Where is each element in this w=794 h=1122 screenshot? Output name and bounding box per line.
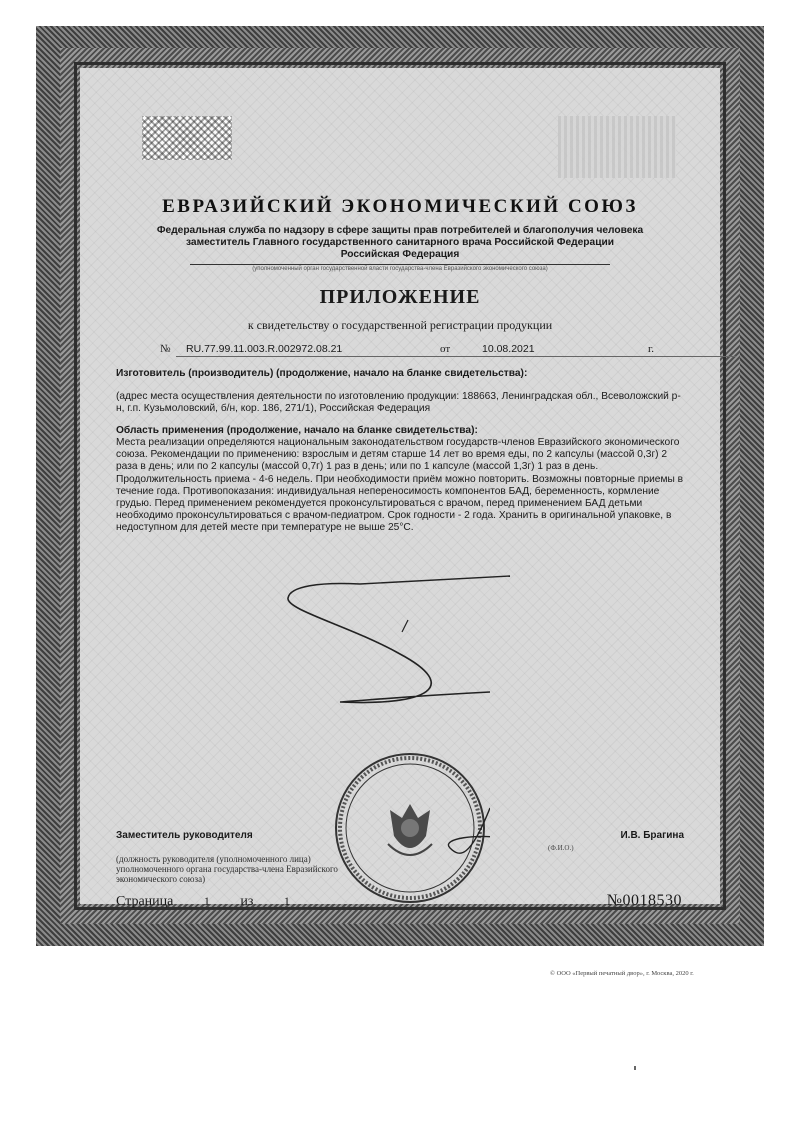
- page-label: Страница: [116, 894, 174, 909]
- name-caption: (Ф.И.О.): [548, 844, 574, 852]
- number-underline: [176, 356, 736, 357]
- agency-name: [120, 225, 680, 261]
- scan-speck: [634, 1066, 636, 1070]
- printer-credit: © ООО «Первый печатный двор», г. Москва, 2020 г.: [550, 970, 694, 977]
- registration-date: 10.08.2021: [482, 343, 535, 355]
- signatory-position: Заместитель руководителя: [116, 830, 253, 841]
- agency-line-1: Федеральная служба по надзору в сфере защиты прав потребителей и благополучия человека: [156, 225, 644, 236]
- appendix-title: ПРИЛОЖЕНИЕ: [319, 286, 481, 308]
- agency-line-2: заместитель Главного государственного санитарного врача Российской Федерации: [186, 237, 614, 248]
- official-seal-icon: [330, 748, 490, 908]
- date-label: от: [440, 343, 451, 355]
- registration-number: RU.77.99.11.003.R.002972.08.21: [186, 343, 343, 355]
- year-suffix: г.: [648, 343, 655, 355]
- serial-number: №0018530: [606, 892, 682, 909]
- page-total: 1: [257, 894, 317, 910]
- agency-caption: (уполномоченный орган государственной власти государства-члена Евразийского экономического союза): [190, 264, 610, 272]
- manufacturer-body: (адрес места осуществления деятельности по изготовлению продукции: 188663, Ленинградская обл., Всеволожский р-н, г.п. Кузьмоловский, б/н, кор. 186, 271/1), Российская Федерация: [116, 391, 681, 415]
- manufacturer-heading: Изготовитель (производитель) (продолжение, начало на бланке свидетельства):: [116, 368, 528, 379]
- position-caption: (должность руководителя (уполномоченного лица) уполномоченного органа государства-члена Евразийского экономического союза): [116, 854, 338, 884]
- certificate-paper: [80, 68, 720, 977]
- signature-icon: [260, 546, 520, 706]
- agency-line-3: Российская Федерация: [340, 249, 460, 260]
- signatory-row: [116, 830, 684, 841]
- number-label: №: [160, 343, 171, 355]
- scope-heading: Область применения (продолжение, начало на бланке свидетельства):: [116, 425, 478, 436]
- page-counter: [116, 894, 317, 910]
- hologram-icon: [142, 116, 232, 160]
- signatory-name: И.В. Брагина: [620, 830, 684, 841]
- appendix-subtitle: к свидетельству о государственной регистрации продукции: [247, 318, 553, 332]
- union-title: ЕВРАЗИЙСКИЙ ЭКОНОМИЧЕСКИЙ СОЮЗ: [162, 196, 638, 217]
- certificate-sheet: [36, 26, 764, 977]
- page-number: 1: [177, 894, 237, 910]
- scope-body: Места реализации определяются национальным законодательством государств-членов Евразийского экономического союза. Рекомендации по применению: взрослым и детям старше 14 лет во время еды, по 2 капсулы (массой 0,3г) 2 раза в день; или по 2 капсулы (массой 0,7г) 1 раз в день; или по 1 капсуле (массой 1,3г) 1 раз в день. Продолжительность приема - 4-6 недель. При необходимости приём можно повторить. Возможны повторные приемы в течение года. Противопоказания: индивидуальная непереносимость компонентов БАД, беременность, кормление грудью. Перед применением рекомендуется проконсультироваться с врачом, перед применением БАД детьми необходимо проконсультироваться с врачом-педиатром. Срок годности - 2 года. Хранить в оригинальной упаковке, в недоступном для детей месте при температуре не выше 25°С.: [116, 437, 684, 534]
- of-label: из: [240, 894, 254, 909]
- security-pattern: [558, 116, 676, 178]
